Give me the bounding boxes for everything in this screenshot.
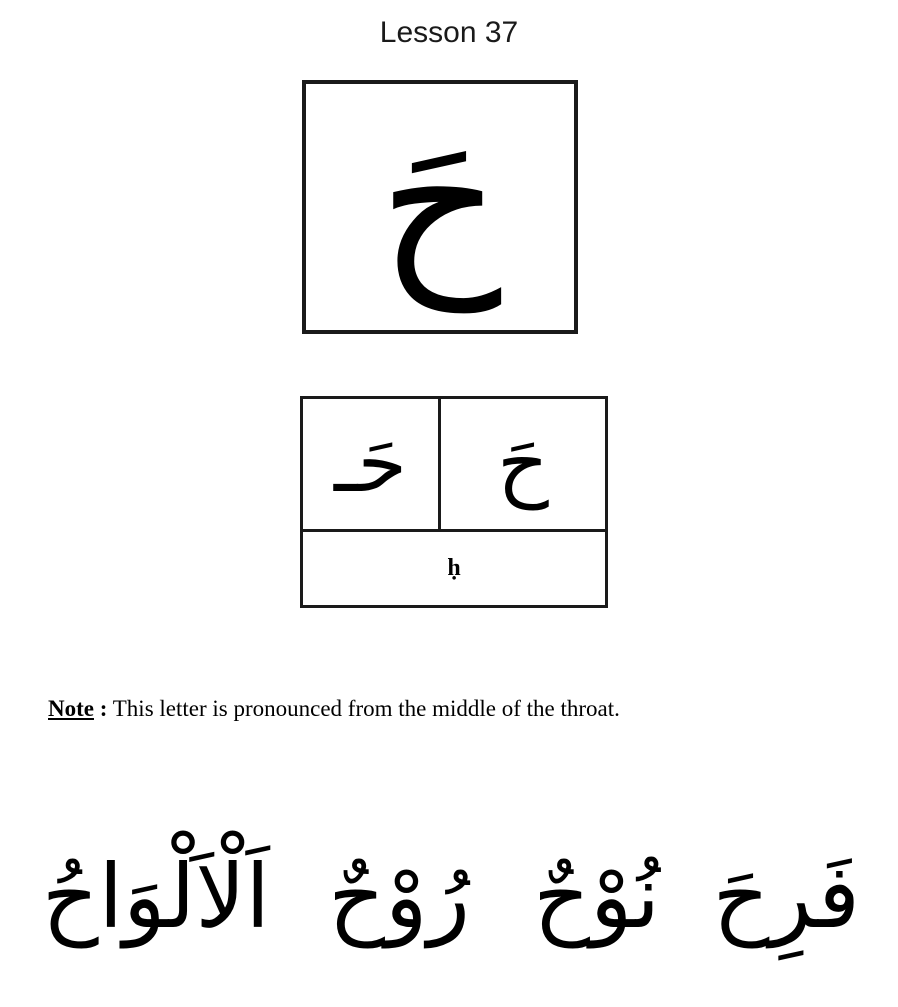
medial-form-cell	[303, 399, 441, 529]
main-letter-box	[302, 80, 578, 334]
example-word-1: فَرِحَ	[712, 845, 860, 948]
transliteration: ḥ	[447, 555, 461, 581]
note-colon: :	[99, 696, 108, 721]
example-word-3: رُوْحٌ	[328, 845, 470, 948]
isolated-form-cell	[441, 399, 605, 529]
example-word-4: اَلْاَلْوَاحُ	[41, 845, 270, 948]
letter-forms-row	[303, 399, 605, 532]
example-word-2: نُوْحٌ	[533, 845, 660, 948]
note-label: Note	[48, 696, 94, 721]
note-text: This letter is pronounced from the middle of the throat.	[112, 696, 620, 721]
isolated-form-letter: حَ	[497, 417, 549, 510]
lesson-title: Lesson 37	[379, 16, 519, 49]
letter-forms-table	[300, 396, 608, 608]
pronunciation-note	[48, 696, 620, 722]
main-letter: حَ	[378, 91, 502, 312]
medial-form-letter: حَـ	[334, 417, 407, 510]
example-words	[40, 840, 860, 990]
